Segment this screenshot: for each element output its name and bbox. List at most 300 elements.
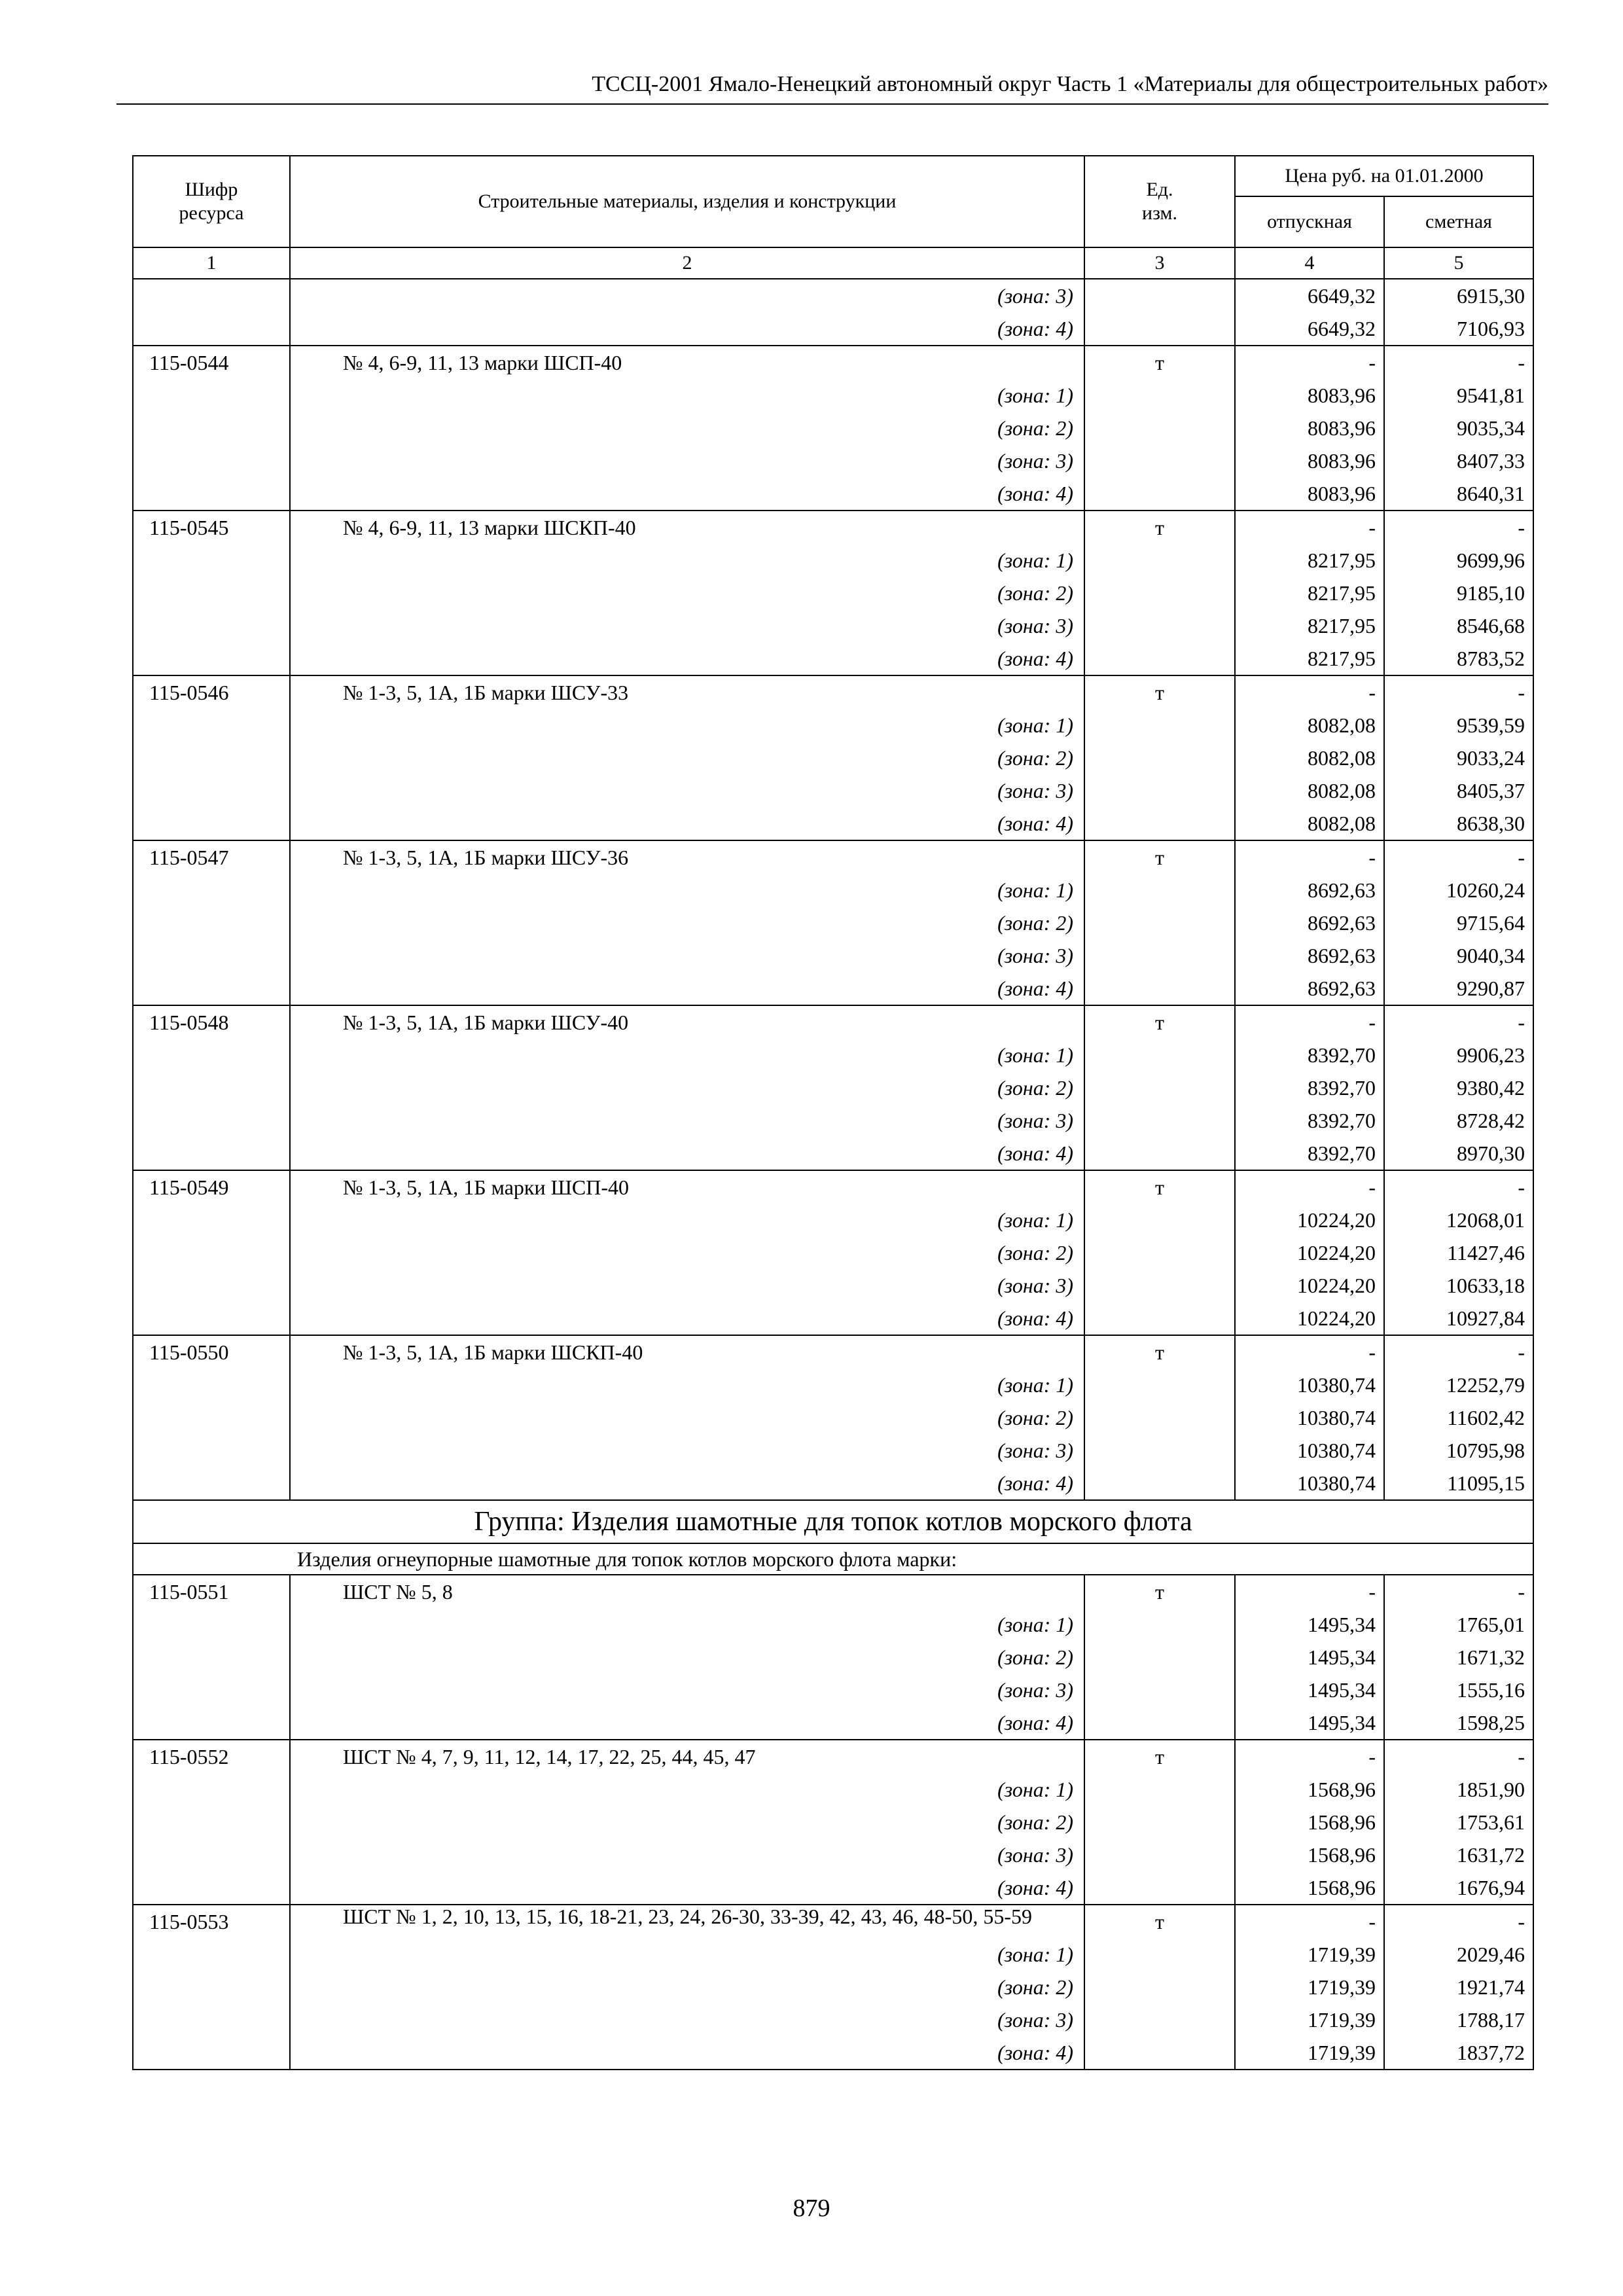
code-cell [133,312,290,346]
page-header-title: ТССЦ-2001 Ямало-Ненецкий автономный округ Часть 1 «Материалы для общестроительных работ» [592,72,1548,96]
table-row [133,675,1533,709]
zone-label: (зона: 1) [290,1369,1084,1401]
zone-row [133,1269,1533,1302]
estimate-price: 1921,74 [1384,1971,1533,2003]
zone-label: (зона: 2) [290,1236,1084,1269]
unit-cell [1084,477,1235,511]
release-price: - [1235,1740,1384,1773]
col-header-price-group: Цена руб. на 01.01.2000 [1235,156,1533,196]
unit-cell [1084,1641,1235,1674]
release-price: 10380,74 [1235,1369,1384,1401]
estimate-price: 8638,30 [1384,807,1533,840]
release-price: 8217,95 [1235,642,1384,675]
estimate-price: 1671,32 [1384,1641,1533,1674]
unit-cell [1084,312,1235,346]
estimate-price: - [1384,346,1533,379]
zone-label: (зона: 1) [290,874,1084,906]
code-cell [133,1706,290,1740]
zone-label: (зона: 1) [290,709,1084,742]
unit-value: т [1084,675,1235,709]
estimate-price: 8783,52 [1384,642,1533,675]
col-number: 2 [290,247,1084,279]
release-price: 8082,08 [1235,807,1384,840]
unit-cell [1084,1674,1235,1706]
release-price: 1719,39 [1235,2036,1384,2070]
code-cell [133,609,290,642]
release-price: 8217,95 [1235,577,1384,609]
resource-code: 115-0551 [133,1575,290,1608]
estimate-price: 2029,46 [1384,1938,1533,1971]
release-price: 10224,20 [1235,1236,1384,1269]
code-cell [133,477,290,511]
zone-row [133,1071,1533,1104]
unit-cell [1084,1401,1235,1434]
table-body [133,279,1533,2070]
code-cell [133,1039,290,1071]
price-table [132,155,1534,2070]
unit-cell [1084,1608,1235,1641]
zone-label: (зона: 2) [290,742,1084,774]
code-cell [133,544,290,577]
release-price: 8217,95 [1235,544,1384,577]
estimate-price: 11427,46 [1384,1236,1533,1269]
estimate-price: 6915,30 [1384,279,1533,312]
estimate-price: - [1384,1575,1533,1608]
zone-label: (зона: 1) [290,1039,1084,1071]
release-price: 10224,20 [1235,1302,1384,1335]
material-name: ШСТ № 5, 8 [290,1575,1084,1608]
estimate-price: 8546,68 [1384,609,1533,642]
unit-cell [1084,1971,1235,2003]
code-cell [133,379,290,412]
release-price: 8392,70 [1235,1137,1384,1170]
unit-cell [1084,609,1235,642]
zone-label: (зона: 2) [290,577,1084,609]
estimate-price: 9033,24 [1384,742,1533,774]
zone-row [133,1369,1533,1401]
zone-row [133,279,1533,312]
unit-cell [1084,1236,1235,1269]
zone-row [133,609,1533,642]
estimate-price: 9035,34 [1384,412,1533,444]
zone-label: (зона: 4) [290,312,1084,346]
zone-label: (зона: 4) [290,1467,1084,1500]
zone-label: (зона: 3) [290,2003,1084,2036]
release-price: 8083,96 [1235,477,1384,511]
code-cell [133,1369,290,1401]
code-cell [133,2003,290,2036]
zone-label: (зона: 4) [290,1706,1084,1740]
zone-row [133,412,1533,444]
group-row [133,1500,1533,1543]
release-price: 8392,70 [1235,1104,1384,1137]
release-price: - [1235,1575,1384,1608]
unit-cell [1084,939,1235,972]
unit-cell [1084,1806,1235,1839]
unit-cell [1084,2003,1235,2036]
zone-label: (зона: 1) [290,1204,1084,1236]
zone-label: (зона: 3) [290,1674,1084,1706]
estimate-price: 12068,01 [1384,1204,1533,1236]
release-price: 6649,32 [1235,279,1384,312]
release-price: 1568,96 [1235,1871,1384,1905]
release-price: 8392,70 [1235,1039,1384,1071]
material-name-text: ШСТ № 1, 2, 10, 13, 15, 16, 18-21, 23, 24, 26-30, 33-39, 42, 43, 46, 48-50, 55-59 [343,1905,1032,1928]
zone-row [133,1773,1533,1806]
release-price: 8082,08 [1235,709,1384,742]
code-cell [133,742,290,774]
estimate-price: 1788,17 [1384,2003,1533,2036]
table-row [133,1575,1533,1608]
release-price: - [1235,675,1384,709]
zone-label: (зона: 1) [290,1773,1084,1806]
estimate-price: - [1384,1005,1533,1039]
unit-value: т [1084,511,1235,544]
col-header-code: Шифр ресурса [133,156,290,247]
unit-cell [1084,1871,1235,1905]
release-price: 8083,96 [1235,379,1384,412]
code-cell [133,1236,290,1269]
unit-value: т [1084,840,1235,874]
zone-row [133,1434,1533,1467]
group-title: Группа: Изделия шамотные для топок котлов морского флота [133,1500,1533,1543]
release-price: 1719,39 [1235,1938,1384,1971]
zone-label: (зона: 4) [290,642,1084,675]
estimate-price: 9541,81 [1384,379,1533,412]
code-cell [133,906,290,939]
zone-label: (зона: 4) [290,1137,1084,1170]
zone-row [133,1401,1533,1434]
table-row [133,1170,1533,1204]
zone-row [133,709,1533,742]
zone-label: (зона: 2) [290,1401,1084,1434]
release-price: 8692,63 [1235,906,1384,939]
estimate-price: 9699,96 [1384,544,1533,577]
estimate-price: - [1384,1905,1533,1938]
zone-label: (зона: 4) [290,477,1084,511]
estimate-price: - [1384,1740,1533,1773]
release-price: 10380,74 [1235,1467,1384,1500]
unit-value: т [1084,1575,1235,1608]
release-price: - [1235,1335,1384,1369]
estimate-price: 9539,59 [1384,709,1533,742]
zone-label: (зона: 1) [290,1938,1084,1971]
zone-row [133,1839,1533,1871]
resource-code: 115-0548 [133,1005,290,1039]
zone-label: (зона: 2) [290,1971,1084,2003]
estimate-price: 10795,98 [1384,1434,1533,1467]
code-cell [133,1137,290,1170]
unit-cell [1084,1137,1235,1170]
zone-row [133,972,1533,1005]
unit-cell [1084,544,1235,577]
col-header-estimate: сметная [1384,196,1533,247]
material-name: № 1-3, 5, 1А, 1Б марки ШСУ-40 [290,1005,1084,1039]
unit-cell [1084,642,1235,675]
unit-cell [1084,1369,1235,1401]
zone-row [133,1104,1533,1137]
zone-row [133,1467,1533,1500]
unit-cell [1084,874,1235,906]
code-cell [133,1806,290,1839]
estimate-price: 9906,23 [1384,1039,1533,1071]
unit-cell [1084,279,1235,312]
table-row [133,1905,1533,1938]
zone-row [133,642,1533,675]
code-cell [133,1871,290,1905]
column-number-row [133,247,1533,279]
unit-cell [1084,1938,1235,1971]
code-cell [133,1302,290,1335]
zone-label: (зона: 2) [290,1806,1084,1839]
estimate-price: - [1384,840,1533,874]
estimate-price: 12252,79 [1384,1369,1533,1401]
release-price: 1568,96 [1235,1773,1384,1806]
material-name: № 4, 6-9, 11, 13 марки ШСКП-40 [290,511,1084,544]
zone-label: (зона: 3) [290,279,1084,312]
unit-cell [1084,972,1235,1005]
release-price: 8392,70 [1235,1071,1384,1104]
unit-cell [1084,577,1235,609]
zone-row [133,906,1533,939]
release-price: 1495,34 [1235,1641,1384,1674]
resource-code: 115-0550 [133,1335,290,1369]
subgroup-title: Изделия огнеупорные шамотные для топок котлов морского флота марки: [133,1543,1533,1575]
zone-label: (зона: 2) [290,412,1084,444]
col-number: 3 [1084,247,1235,279]
estimate-price: 9040,34 [1384,939,1533,972]
zone-label: (зона: 4) [290,1302,1084,1335]
estimate-price: 8640,31 [1384,477,1533,511]
release-price: 10380,74 [1235,1434,1384,1467]
zone-label: (зона: 4) [290,972,1084,1005]
estimate-price: 8405,37 [1384,774,1533,807]
zone-row [133,874,1533,906]
unit-cell [1084,1434,1235,1467]
resource-code: 115-0549 [133,1170,290,1204]
code-cell [133,1839,290,1871]
zone-row [133,807,1533,840]
code-cell [133,709,290,742]
unit-cell [1084,1039,1235,1071]
zone-row [133,444,1533,477]
zone-row [133,1706,1533,1740]
table-header [133,156,1533,279]
estimate-price: 9380,42 [1384,1071,1533,1104]
zone-label: (зона: 3) [290,444,1084,477]
resource-code: 115-0547 [133,840,290,874]
release-price: - [1235,1005,1384,1039]
zone-label: (зона: 3) [290,609,1084,642]
col-number: 1 [133,247,290,279]
code-cell [133,1434,290,1467]
zone-label: (зона: 4) [290,1871,1084,1905]
code-cell [133,1938,290,1971]
code-cell [133,774,290,807]
zone-label: (зона: 3) [290,1104,1084,1137]
zone-row [133,742,1533,774]
col-number: 5 [1384,247,1533,279]
unit-cell [1084,1071,1235,1104]
code-cell [133,1641,290,1674]
release-price: - [1235,1905,1384,1938]
release-price: 8692,63 [1235,972,1384,1005]
col-header-unit: Ед. изм. [1084,156,1235,247]
col-header-name: Строительные материалы, изделия и конструкции [290,156,1084,247]
estimate-price: 8728,42 [1384,1104,1533,1137]
unit-value: т [1084,1005,1235,1039]
estimate-price: 10927,84 [1384,1302,1533,1335]
release-price: - [1235,346,1384,379]
estimate-price: 1753,61 [1384,1806,1533,1839]
zone-row [133,1938,1533,1971]
estimate-price: 7106,93 [1384,312,1533,346]
release-price: 8692,63 [1235,874,1384,906]
col-number: 4 [1235,247,1384,279]
zone-row [133,1236,1533,1269]
unit-cell [1084,1839,1235,1871]
release-price: 6649,32 [1235,312,1384,346]
estimate-price: 9290,87 [1384,972,1533,1005]
table-row [133,346,1533,379]
resource-code: 115-0552 [133,1740,290,1773]
zone-row [133,379,1533,412]
release-price: 8217,95 [1235,609,1384,642]
release-price: 10380,74 [1235,1401,1384,1434]
estimate-price: - [1384,675,1533,709]
estimate-price: 8407,33 [1384,444,1533,477]
unit-cell [1084,807,1235,840]
material-name: ШСТ № 4, 7, 9, 11, 12, 14, 17, 22, 25, 44, 45, 47 [290,1740,1084,1773]
unit-cell [1084,2036,1235,2070]
estimate-price: 10633,18 [1384,1269,1533,1302]
code-cell [133,1204,290,1236]
estimate-price: 1851,90 [1384,1773,1533,1806]
unit-value: т [1084,1335,1235,1369]
estimate-price: 10260,24 [1384,874,1533,906]
release-price: 1495,34 [1235,1608,1384,1641]
estimate-price: 9185,10 [1384,577,1533,609]
zone-row [133,477,1533,511]
zone-label: (зона: 4) [290,2036,1084,2070]
zone-row [133,774,1533,807]
table-row [133,1005,1533,1039]
zone-row [133,1302,1533,1335]
zone-row [133,939,1533,972]
zone-label: (зона: 1) [290,1608,1084,1641]
estimate-price: 9715,64 [1384,906,1533,939]
code-cell [133,939,290,972]
zone-row [133,2036,1533,2070]
unit-cell [1084,709,1235,742]
resource-code: 115-0553 [133,1905,290,1938]
header-rule [116,103,1548,105]
estimate-price: 11602,42 [1384,1401,1533,1434]
release-price: - [1235,840,1384,874]
code-cell [133,972,290,1005]
zone-row [133,1039,1533,1071]
estimate-price: 1555,16 [1384,1674,1533,1706]
unit-cell [1084,1269,1235,1302]
zone-row [133,1608,1533,1641]
page-number: 879 [793,2195,830,2222]
code-cell [133,1269,290,1302]
estimate-price: 1765,01 [1384,1608,1533,1641]
unit-cell [1084,1104,1235,1137]
zone-row [133,1871,1533,1905]
code-cell [133,874,290,906]
unit-cell [1084,742,1235,774]
resource-code: 115-0545 [133,511,290,544]
code-cell [133,807,290,840]
material-name: № 1-3, 5, 1А, 1Б марки ШСКП-40 [290,1335,1084,1369]
zone-row [133,1204,1533,1236]
col-header-release: отпускная [1235,196,1384,247]
table-row [133,1335,1533,1369]
subgroup-row [133,1543,1533,1575]
estimate-price: - [1384,1335,1533,1369]
release-price: 10224,20 [1235,1204,1384,1236]
zone-label: (зона: 3) [290,1269,1084,1302]
zone-label: (зона: 2) [290,1641,1084,1674]
zone-row [133,1971,1533,2003]
release-price: 8082,08 [1235,742,1384,774]
table-row [133,511,1533,544]
zone-row [133,1806,1533,1839]
zone-row [133,577,1533,609]
release-price: 1568,96 [1235,1839,1384,1871]
zone-row [133,1641,1533,1674]
release-price: 8692,63 [1235,939,1384,972]
code-cell [133,1674,290,1706]
unit-value: т [1084,1905,1235,1938]
code-cell [133,279,290,312]
release-price: 1495,34 [1235,1706,1384,1740]
code-cell [133,1071,290,1104]
zone-row [133,1137,1533,1170]
unit-value: т [1084,346,1235,379]
code-cell [133,1773,290,1806]
release-price: 1495,34 [1235,1674,1384,1706]
code-cell [133,1104,290,1137]
release-price: 8082,08 [1235,774,1384,807]
unit-value: т [1084,1170,1235,1204]
code-cell [133,642,290,675]
code-cell [133,1401,290,1434]
code-cell [133,412,290,444]
material-name: № 1-3, 5, 1А, 1Б марки ШСУ-33 [290,675,1084,709]
zone-row [133,312,1533,346]
material-name: № 4, 6-9, 11, 13 марки ШСП-40 [290,346,1084,379]
unit-cell [1084,412,1235,444]
estimate-price: - [1384,1170,1533,1204]
unit-cell [1084,906,1235,939]
estimate-price: 11095,15 [1384,1467,1533,1500]
code-cell [133,1971,290,2003]
code-cell [133,1608,290,1641]
release-price: 1719,39 [1235,1971,1384,2003]
code-cell [133,1467,290,1500]
table-row [133,1740,1533,1773]
release-price: 1719,39 [1235,2003,1384,2036]
material-name: № 1-3, 5, 1А, 1Б марки ШСУ-36 [290,840,1084,874]
zone-label: (зона: 1) [290,544,1084,577]
unit-cell [1084,774,1235,807]
resource-code: 115-0544 [133,346,290,379]
zone-label: (зона: 3) [290,1839,1084,1871]
unit-cell [1084,1467,1235,1500]
code-cell [133,444,290,477]
